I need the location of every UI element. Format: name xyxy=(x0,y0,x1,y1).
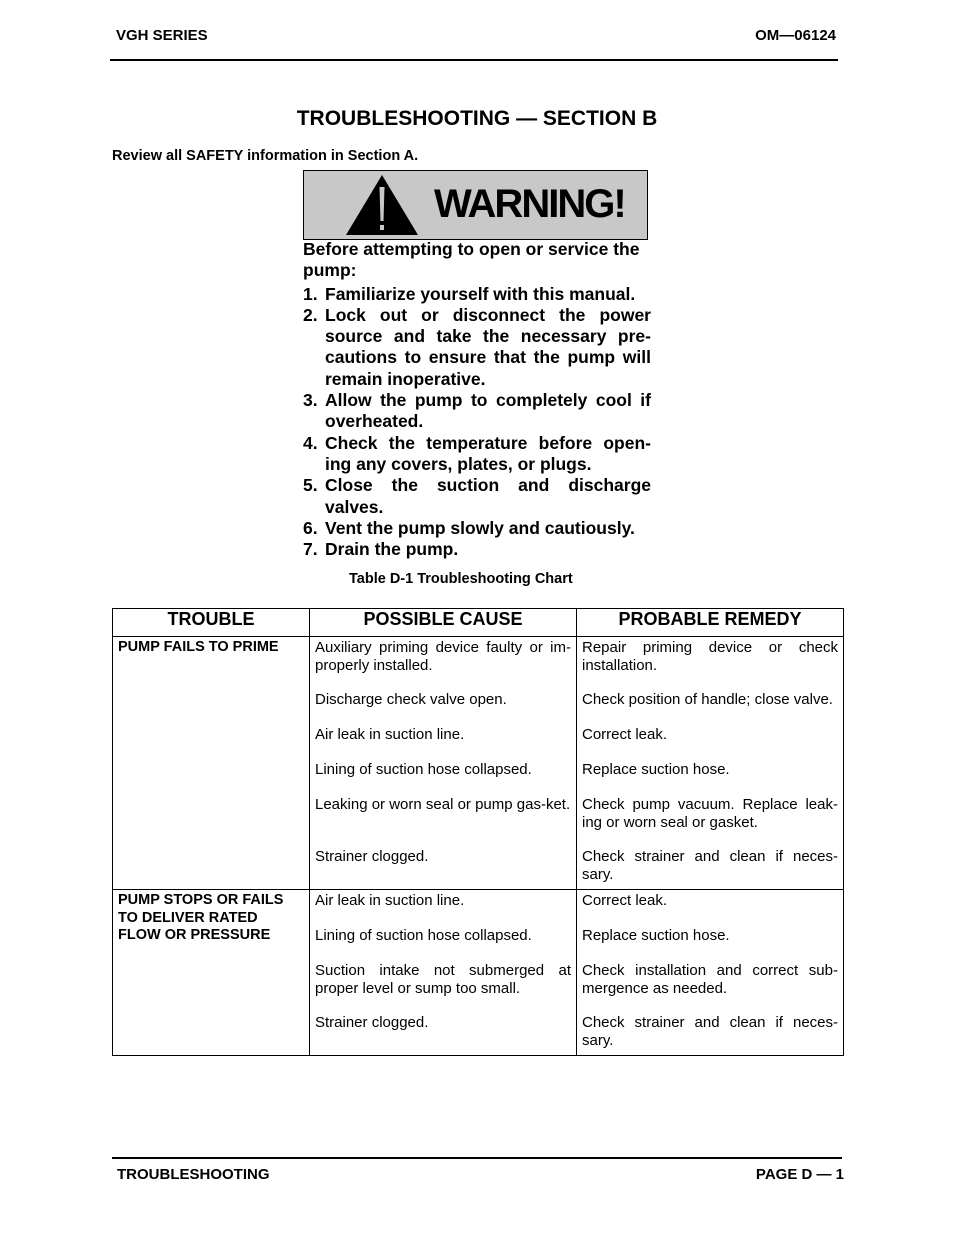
causes-cell xyxy=(310,890,577,1056)
remedy-entry: Correct leak. xyxy=(582,726,668,743)
footer-rule xyxy=(112,1157,842,1159)
remedy-entry: Correct leak. xyxy=(582,892,668,909)
warning-body xyxy=(303,239,651,560)
warning-step-text: Vent the pump slowly and cautiously. xyxy=(325,517,635,538)
warning-step xyxy=(303,518,651,539)
cause-entry: Lining of suction hose collapsed. xyxy=(315,927,532,944)
header-rule xyxy=(110,59,838,61)
cause-entry: Discharge check valve open. xyxy=(315,691,507,708)
warning-triangle-icon xyxy=(344,173,420,237)
causes-cell xyxy=(310,637,577,890)
warning-step-text: Allow the pump to completely cool if overheated. xyxy=(325,390,651,432)
footer-section: TROUBLESHOOTING xyxy=(117,1166,270,1183)
remedy-entry: Check position of handle; close valve. xyxy=(582,691,833,708)
header-trouble: TROUBLE xyxy=(113,609,310,637)
cause-entry: Air leak in suction line. xyxy=(315,892,465,909)
warning-step-number: 3. xyxy=(303,390,318,411)
cause-entry: Strainer clogged. xyxy=(315,1014,429,1031)
warning-step-text: Close the suction and discharge valves. xyxy=(325,475,651,517)
remedy-entry: Check installation and correct sub-mergence as needed. xyxy=(582,962,838,997)
cause-entry: Suction intake not submerged at proper level or sump too small. xyxy=(315,962,571,997)
warning-intro: Before attempting to open or service the pump: xyxy=(303,239,640,281)
remedies-cell xyxy=(577,637,844,890)
warning-step-number: 4. xyxy=(303,432,318,453)
footer-page-number: PAGE D — 1 xyxy=(755,1166,844,1183)
header-probable-remedy: PROBABLE REMEDY xyxy=(577,609,844,637)
warning-step-text: Familiarize yourself with this manual. xyxy=(325,283,636,304)
table-caption: Table D-1 Troubleshooting Chart xyxy=(349,571,573,587)
warning-step-text: Check the temperature before open-ing any covers, plates, or plugs. xyxy=(325,432,651,474)
cause-entry: Strainer clogged. xyxy=(315,848,429,865)
remedy-entry: Repair priming device or check installation. xyxy=(582,639,838,674)
remedy-entry: Check pump vacuum. Replace leak-ing or worn seal or gasket. xyxy=(582,796,838,831)
warning-step-number: 7. xyxy=(303,539,318,560)
table-header-row xyxy=(113,609,844,637)
warning-banner xyxy=(303,170,648,240)
header-series: VGH SERIES xyxy=(116,27,208,44)
table-row xyxy=(113,890,844,1056)
review-note: Review all SAFETY information in Section A. xyxy=(112,148,419,164)
cause-entry: Lining of suction hose collapsed. xyxy=(315,761,532,778)
warning-step xyxy=(303,390,651,433)
remedy-entry: Replace suction hose. xyxy=(582,761,730,778)
warning-step xyxy=(303,539,651,560)
warning-step-number: 6. xyxy=(303,517,318,538)
header-possible-cause: POSSIBLE CAUSE xyxy=(310,609,577,637)
remedies-cell xyxy=(577,890,844,1056)
warning-step xyxy=(303,433,651,476)
remedy-entry: Replace suction hose. xyxy=(582,927,730,944)
warning-step xyxy=(303,475,651,518)
troubleshooting-table xyxy=(112,608,844,1056)
remedy-entry: Check strainer and clean if neces-sary. xyxy=(582,848,838,883)
cause-entry: Auxiliary priming device faulty or im-properly installed. xyxy=(315,639,571,674)
warning-label: WARNING! xyxy=(434,182,625,226)
trouble-cell: PUMP STOPS OR FAILS TO DELIVER RATED FLOW OR PRESSURE xyxy=(113,890,310,1056)
warning-step-number: 1. xyxy=(303,283,318,304)
warning-step xyxy=(303,305,651,390)
table-row xyxy=(113,637,844,890)
header-doc-number: OM—06124 xyxy=(755,27,836,44)
trouble-cell: PUMP FAILS TO PRIME xyxy=(113,637,310,890)
cause-entry: Air leak in suction line. xyxy=(315,726,465,743)
warning-step-number: 5. xyxy=(303,475,318,496)
cause-entry: Leaking or worn seal or pump gas-ket. xyxy=(315,796,571,813)
warning-step-text: Drain the pump. xyxy=(325,539,459,560)
warning-step-number: 2. xyxy=(303,304,318,325)
page-title: TROUBLESHOOTING — SECTION B xyxy=(296,107,658,130)
warning-steps xyxy=(303,284,651,561)
warning-step-text: Lock out or disconnect the power source and take the necessary pre-cautions to ensure that the pump will remain inoperative. xyxy=(325,304,651,389)
warning-step xyxy=(303,284,651,305)
remedy-entry: Check strainer and clean if neces-sary. xyxy=(582,1014,838,1049)
